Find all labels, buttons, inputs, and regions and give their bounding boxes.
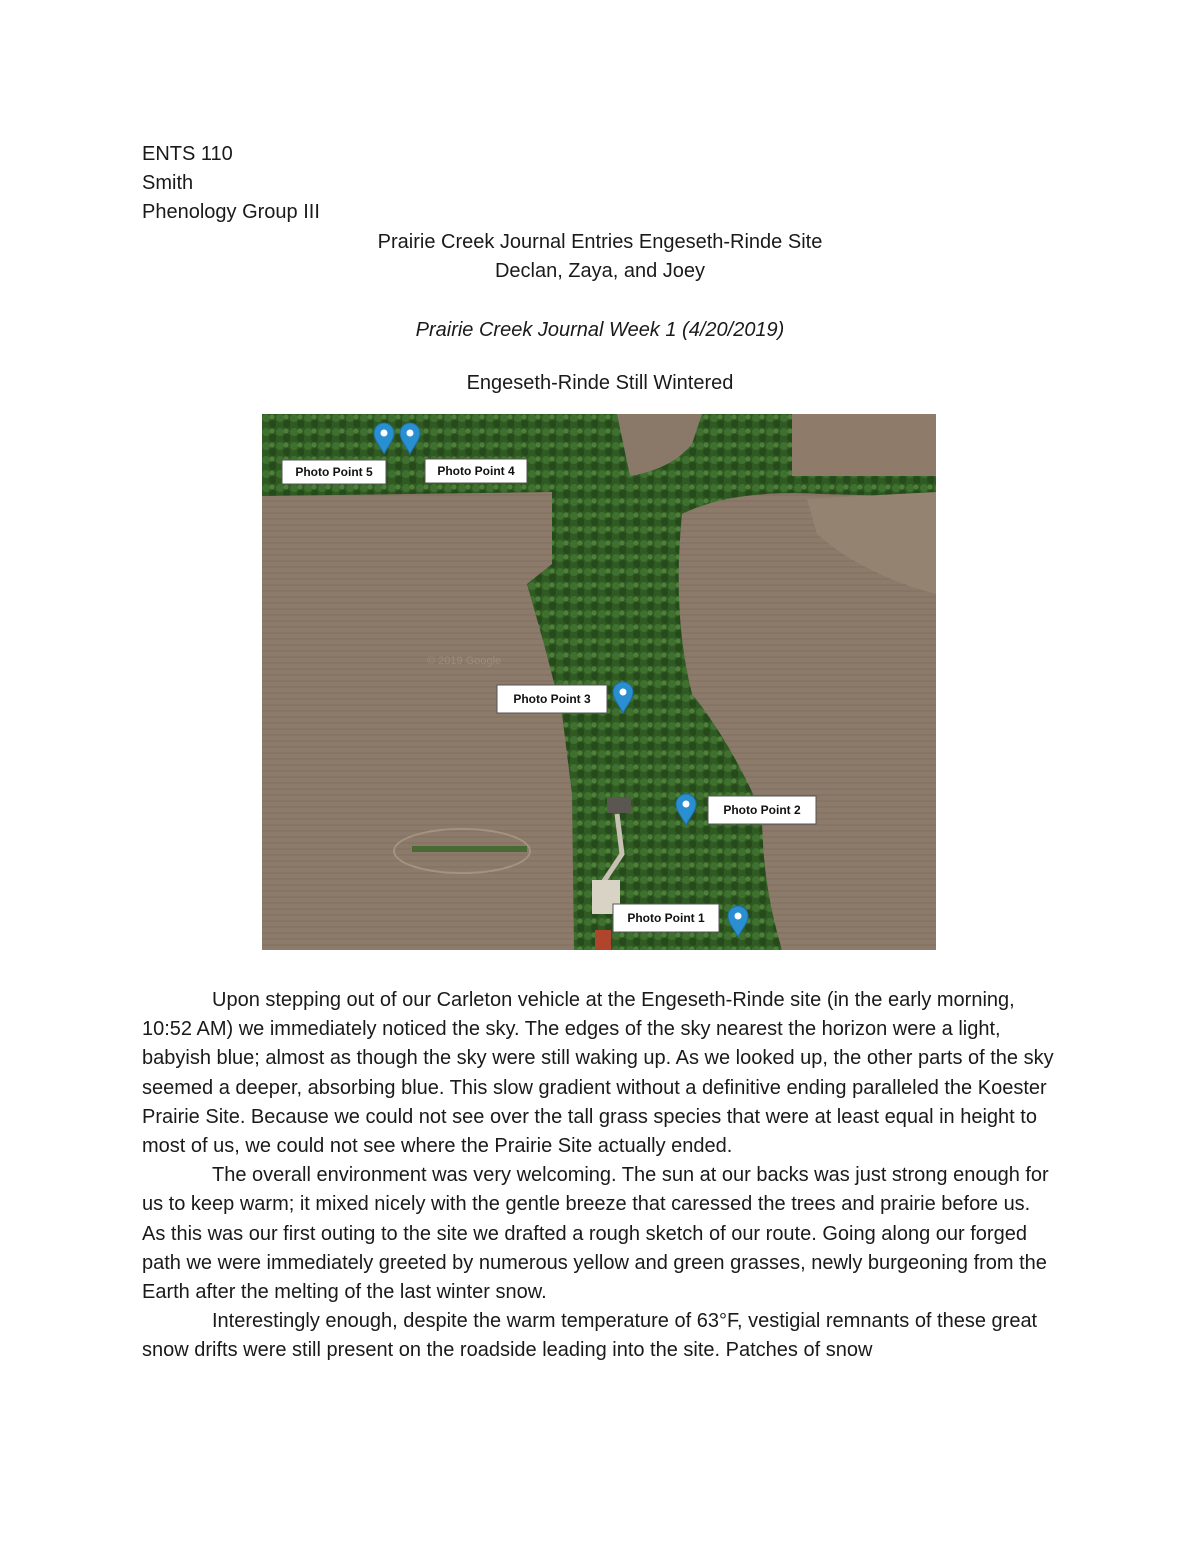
section-heading: Engeseth-Rinde Still Wintered (466, 372, 734, 394)
photo-point-label: Photo Point 5 (295, 465, 373, 479)
body-paragraph-3: Interestingly enough, despite the warm temperature of 63°F, vestigial remnants of these great snow drifts were still present on the roadside leading into the site. Patches of snow (142, 1310, 1038, 1362)
map-watermark: © 2019 Google (427, 655, 502, 667)
photo-point-label: Photo Point 4 (437, 464, 515, 478)
crop-strip-1 (412, 846, 527, 852)
body-paragraph-1: Upon stepping out of our Carleton vehicle at the Engeseth-Rinde site (in the early morning, 10:52 AM) we immediately noticed the sky. The edges of the sky nearest the horizon were a light, babyish blue; almost as though the sky were still waking up. As we looked up, the other parts of the sky seemed a deeper, absorbing blue. This slow gradient without a definitive ending paralleled the Koester Prairie Site. Because we could not see over the tall grass species that were at least equal in height to most of us, we could not see where the Prairie Site actually ended. (142, 989, 1054, 1158)
red-barn (595, 930, 611, 950)
farmhouse (607, 797, 631, 813)
document-authors: Declan, Zaya, and Joey (494, 260, 706, 282)
field-west (262, 492, 574, 950)
map-pin-dot (620, 689, 627, 696)
header-course: ENTS 110 (142, 143, 233, 165)
photo-point-label: Photo Point 3 (513, 692, 591, 706)
week-heading: Prairie Creek Journal Week 1 (4/20/2019) (415, 319, 785, 341)
map-pin-dot (381, 430, 388, 437)
journal-body (142, 986, 1058, 1366)
photo-point-label: Photo Point 2 (723, 803, 801, 817)
map-pin-dot (735, 913, 742, 920)
site-satellite-map (262, 414, 936, 950)
document-title: Prairie Creek Journal Entries Engeseth-Rinde Site (377, 231, 823, 253)
map-pin-dot (683, 801, 690, 808)
map-pin-dot (407, 430, 414, 437)
header-group: Phenology Group III (142, 201, 320, 223)
photo-point-label: Photo Point 1 (627, 911, 705, 925)
header-instructor: Smith (142, 172, 194, 194)
field-northeast (792, 414, 936, 476)
body-paragraph-2: The overall environment was very welcoming. The sun at our backs was just strong enough for us to keep warm; it mixed nicely with the gentle breeze that caressed the trees and prairie before us. As this was our first outing to the site we drafted a rough sketch of our route. Going along our forged path we were immediately greeted by numerous yellow and green grasses, newly burgeoning from the Earth after the melting of the last winter snow. (142, 1164, 1049, 1304)
